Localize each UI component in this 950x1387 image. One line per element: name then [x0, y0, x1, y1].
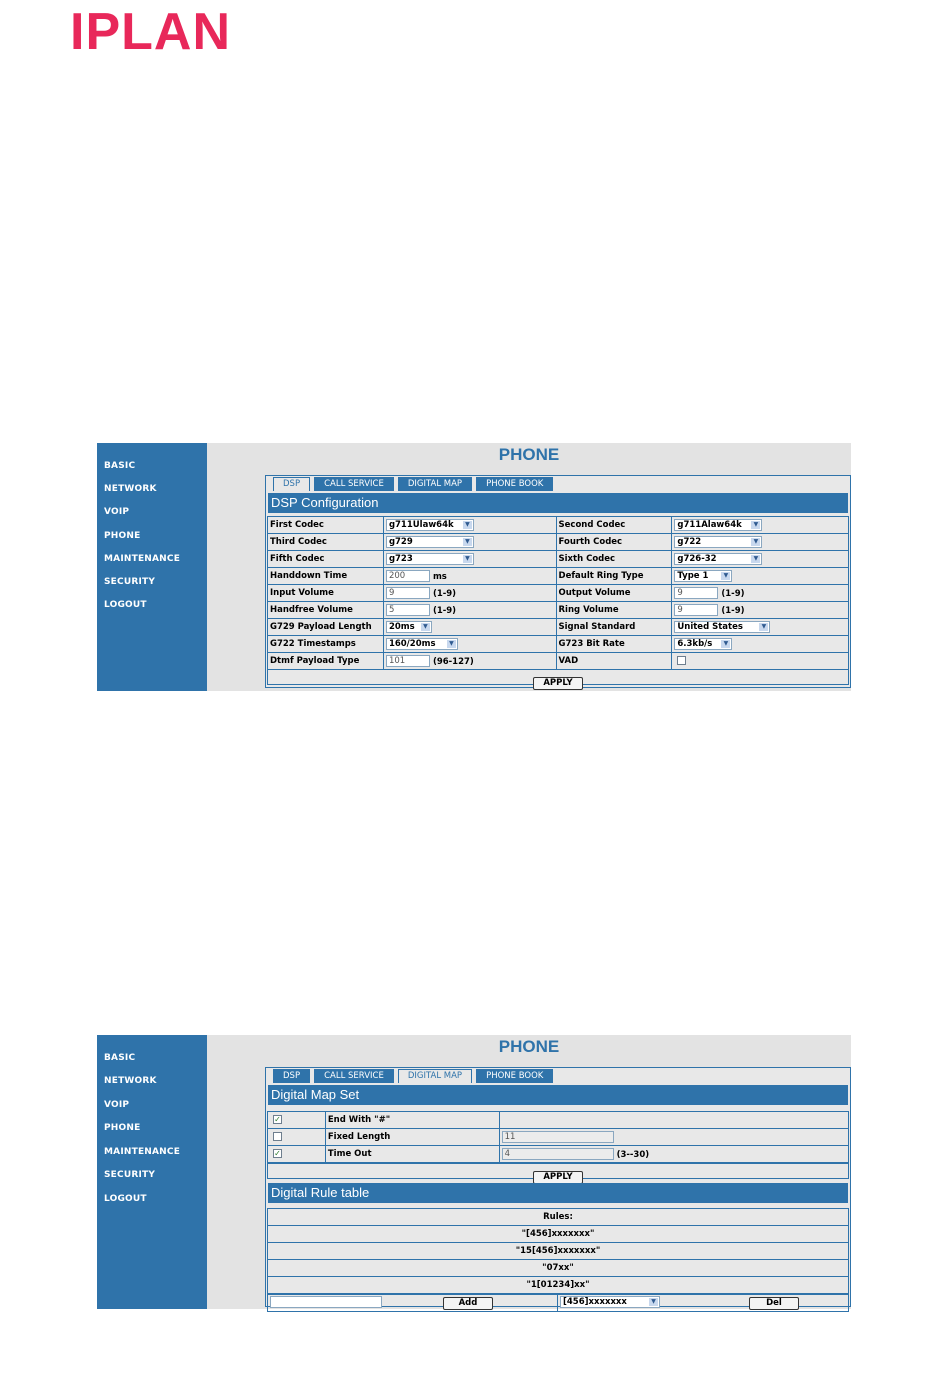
- g729-payload-length-value: 20ms: [388, 622, 415, 632]
- time-out-checkbox[interactable]: ✓: [274, 1149, 281, 1158]
- sidebar-item-maintenance[interactable]: MAINTENANCE: [104, 1147, 181, 1157]
- vad-label: VAD: [556, 653, 672, 670]
- sidebar-item-maintenance[interactable]: MAINTENANCE: [104, 554, 181, 564]
- rule-select-value: [456]xxxxxxx: [563, 1297, 627, 1308]
- table-row: [268, 585, 849, 602]
- signal-standard-value: United States: [677, 622, 743, 632]
- input-volume-input[interactable]: 9: [386, 587, 430, 599]
- input-volume-label: Input Volume: [268, 585, 384, 602]
- sidebar-item-network[interactable]: NETWORK: [104, 484, 157, 494]
- rules-header: Rules:: [268, 1209, 849, 1226]
- ring-volume-unit: (1-9): [721, 605, 745, 616]
- chevron-down-icon: ▼: [421, 623, 430, 631]
- digital-map-content: [265, 1067, 851, 1307]
- chevron-down-icon: ▼: [751, 521, 760, 529]
- new-rule-input[interactable]: [270, 1296, 382, 1308]
- time-out-label: Time Out: [325, 1146, 499, 1163]
- chevron-down-icon: ▼: [759, 623, 768, 631]
- table-row: [268, 653, 849, 670]
- ring-volume-label: Ring Volume: [556, 602, 672, 619]
- table-row: [268, 1129, 849, 1146]
- fifth-codec-value: g723: [388, 554, 413, 564]
- sixth-codec-value: g726-32: [677, 554, 717, 564]
- fixed-length-input[interactable]: 11: [502, 1131, 614, 1143]
- sidebar: [97, 1035, 207, 1309]
- g729-payload-length-select[interactable]: [386, 621, 432, 633]
- sixth-codec-label: Sixth Codec: [556, 551, 672, 568]
- handfree-volume-input[interactable]: 5: [386, 604, 430, 616]
- g722-timestamps-value: 160/20ms: [388, 639, 436, 649]
- first-codec-label: First Codec: [268, 517, 384, 534]
- fourth-codec-label: Fourth Codec: [556, 534, 672, 551]
- g723-bit-rate-select[interactable]: [674, 638, 732, 650]
- dtmf-payload-type-label: Dtmf Payload Type: [268, 653, 384, 670]
- fixed-length-label: Fixed Length: [325, 1129, 499, 1146]
- table-row: [268, 1112, 849, 1129]
- tab-phone-book[interactable]: PHONE BOOK: [476, 477, 553, 491]
- sidebar-item-security[interactable]: SECURITY: [104, 577, 156, 587]
- chevron-down-icon: ▼: [463, 521, 472, 529]
- table-row: [268, 568, 849, 585]
- chevron-down-icon: ▼: [751, 538, 760, 546]
- ring-volume-input[interactable]: 9: [674, 604, 718, 616]
- third-codec-value: g729: [388, 537, 413, 547]
- g722-timestamps-select[interactable]: [386, 638, 458, 650]
- signal-standard-select[interactable]: [674, 621, 770, 633]
- first-codec-select[interactable]: [386, 519, 474, 531]
- fifth-codec-select[interactable]: [386, 553, 474, 565]
- rule-select[interactable]: [560, 1296, 660, 1308]
- tab-bar: [273, 477, 557, 491]
- tab-digital-map[interactable]: DIGITAL MAP: [398, 477, 472, 491]
- chevron-down-icon: ▼: [649, 1298, 658, 1306]
- sidebar: [97, 443, 207, 691]
- sidebar-item-logout[interactable]: LOGOUT: [104, 600, 147, 610]
- chevron-down-icon: ▼: [751, 555, 760, 563]
- tab-digital-map[interactable]: DIGITAL MAP: [398, 1069, 472, 1083]
- sidebar-item-basic[interactable]: BASIC: [104, 461, 136, 471]
- first-codec-value: g711Ulaw64k: [388, 520, 454, 530]
- tab-dsp[interactable]: DSP: [273, 477, 310, 491]
- fourth-codec-value: g722: [677, 537, 702, 547]
- rule-item: "07xx": [268, 1260, 849, 1277]
- default-ring-type-select[interactable]: [674, 570, 732, 582]
- output-volume-input[interactable]: 9: [674, 587, 718, 599]
- digital-map-apply-row: [267, 1163, 849, 1182]
- dsp-screenshot-panel: [97, 443, 851, 691]
- table-row: [268, 1243, 849, 1260]
- chevron-down-icon: ▼: [721, 572, 730, 580]
- sidebar-item-phone[interactable]: PHONE: [104, 531, 141, 541]
- digital-map-screenshot-panel: [97, 1035, 851, 1309]
- default-ring-type-label: Default Ring Type: [556, 568, 672, 585]
- sidebar-item-basic[interactable]: BASIC: [104, 1053, 136, 1063]
- add-rule-button[interactable]: Add: [443, 1297, 493, 1310]
- table-row: [268, 636, 849, 653]
- table-row: [268, 1295, 849, 1312]
- dsp-apply-button[interactable]: APPLY: [533, 677, 583, 690]
- table-row: [268, 1209, 849, 1226]
- chevron-down-icon: ▼: [721, 640, 730, 648]
- table-row: [268, 534, 849, 551]
- chevron-down-icon: ▼: [463, 555, 472, 563]
- table-row: [268, 619, 849, 636]
- third-codec-label: Third Codec: [268, 534, 384, 551]
- page-title: PHONE: [498, 445, 560, 464]
- rule-item: "1[01234]xx": [268, 1277, 849, 1294]
- tab-call-service[interactable]: CALL SERVICE: [314, 1069, 394, 1083]
- handdown-time-unit: ms: [432, 571, 447, 582]
- tab-dsp[interactable]: DSP: [273, 1069, 310, 1083]
- dsp-apply-row: [267, 669, 849, 688]
- table-row: [268, 1146, 849, 1163]
- handdown-time-label: Handdown Time: [268, 568, 384, 585]
- output-volume-unit: (1-9): [721, 588, 745, 599]
- signal-standard-label: Signal Standard: [556, 619, 672, 636]
- g722-timestamps-label: G722 Timestamps: [268, 636, 384, 653]
- handdown-time-input[interactable]: 200: [386, 570, 430, 582]
- time-out-unit: (3--30): [616, 1149, 650, 1160]
- third-codec-select[interactable]: [386, 536, 474, 548]
- chevron-down-icon: ▼: [447, 640, 456, 648]
- digital-map-apply-button[interactable]: APPLY: [533, 1171, 583, 1184]
- input-volume-unit: (1-9): [432, 588, 457, 599]
- handfree-volume-label: Handfree Volume: [268, 602, 384, 619]
- sidebar-item-logout[interactable]: LOGOUT: [104, 1194, 147, 1204]
- vad-checkbox[interactable]: [677, 656, 686, 665]
- digital-rule-table: [267, 1208, 849, 1294]
- g729-payload-length-label: G729 Payload Length: [268, 619, 384, 636]
- table-row: [268, 602, 849, 619]
- sidebar-item-voip[interactable]: VOIP: [104, 507, 130, 517]
- fifth-codec-label: Fifth Codec: [268, 551, 384, 568]
- sidebar-item-network[interactable]: NETWORK: [104, 1076, 157, 1086]
- g723-bit-rate-label: G723 Bit Rate: [556, 636, 672, 653]
- second-codec-value: g711Alaw64k: [677, 520, 742, 530]
- g723-bit-rate-value: 6.3kb/s: [677, 639, 713, 649]
- sidebar-item-security[interactable]: SECURITY: [104, 1170, 156, 1180]
- sixth-codec-select[interactable]: [674, 553, 762, 565]
- chevron-down-icon: ▼: [463, 538, 472, 546]
- output-volume-label: Output Volume: [556, 585, 672, 602]
- iplan-logo: IPLAN: [70, 3, 231, 61]
- second-codec-label: Second Codec: [556, 517, 672, 534]
- handfree-volume-unit: (1-9): [432, 605, 457, 616]
- fourth-codec-select[interactable]: [674, 536, 762, 548]
- second-codec-select[interactable]: [674, 519, 762, 531]
- end-with-label: End With "#": [325, 1112, 499, 1129]
- dtmf-payload-type-unit: (96-127): [432, 656, 474, 667]
- delete-rule-button[interactable]: Del: [749, 1297, 799, 1310]
- tab-call-service[interactable]: CALL SERVICE: [314, 477, 394, 491]
- page-title: PHONE: [498, 1037, 560, 1056]
- table-row: [268, 1226, 849, 1243]
- default-ring-type-value: Type 1: [677, 571, 709, 581]
- table-row: [268, 517, 849, 534]
- time-out-input[interactable]: 4: [502, 1148, 614, 1160]
- rule-edit-row: [267, 1294, 849, 1312]
- rule-item: "15[456]xxxxxxx": [268, 1243, 849, 1260]
- table-row: [268, 1260, 849, 1277]
- dtmf-payload-type-input[interactable]: 101: [386, 655, 430, 667]
- digital-rule-table-title: Digital Rule table: [268, 1183, 848, 1203]
- digital-map-set-table: [267, 1111, 849, 1163]
- sidebar-item-phone[interactable]: PHONE: [104, 1123, 141, 1133]
- dsp-content: [265, 475, 851, 688]
- dsp-section-title: DSP Configuration: [268, 493, 848, 513]
- digital-map-section-title: Digital Map Set: [268, 1085, 848, 1105]
- dsp-config-table: [267, 516, 849, 670]
- table-row: [268, 551, 849, 568]
- fixed-length-checkbox[interactable]: [273, 1132, 282, 1141]
- table-row: [268, 1277, 849, 1294]
- sidebar-item-voip[interactable]: VOIP: [104, 1100, 130, 1110]
- tab-phone-book[interactable]: PHONE BOOK: [476, 1069, 553, 1083]
- tab-bar: [273, 1069, 557, 1083]
- rule-item: "[456]xxxxxxx": [268, 1226, 849, 1243]
- end-with-checkbox[interactable]: ✓: [274, 1115, 281, 1124]
